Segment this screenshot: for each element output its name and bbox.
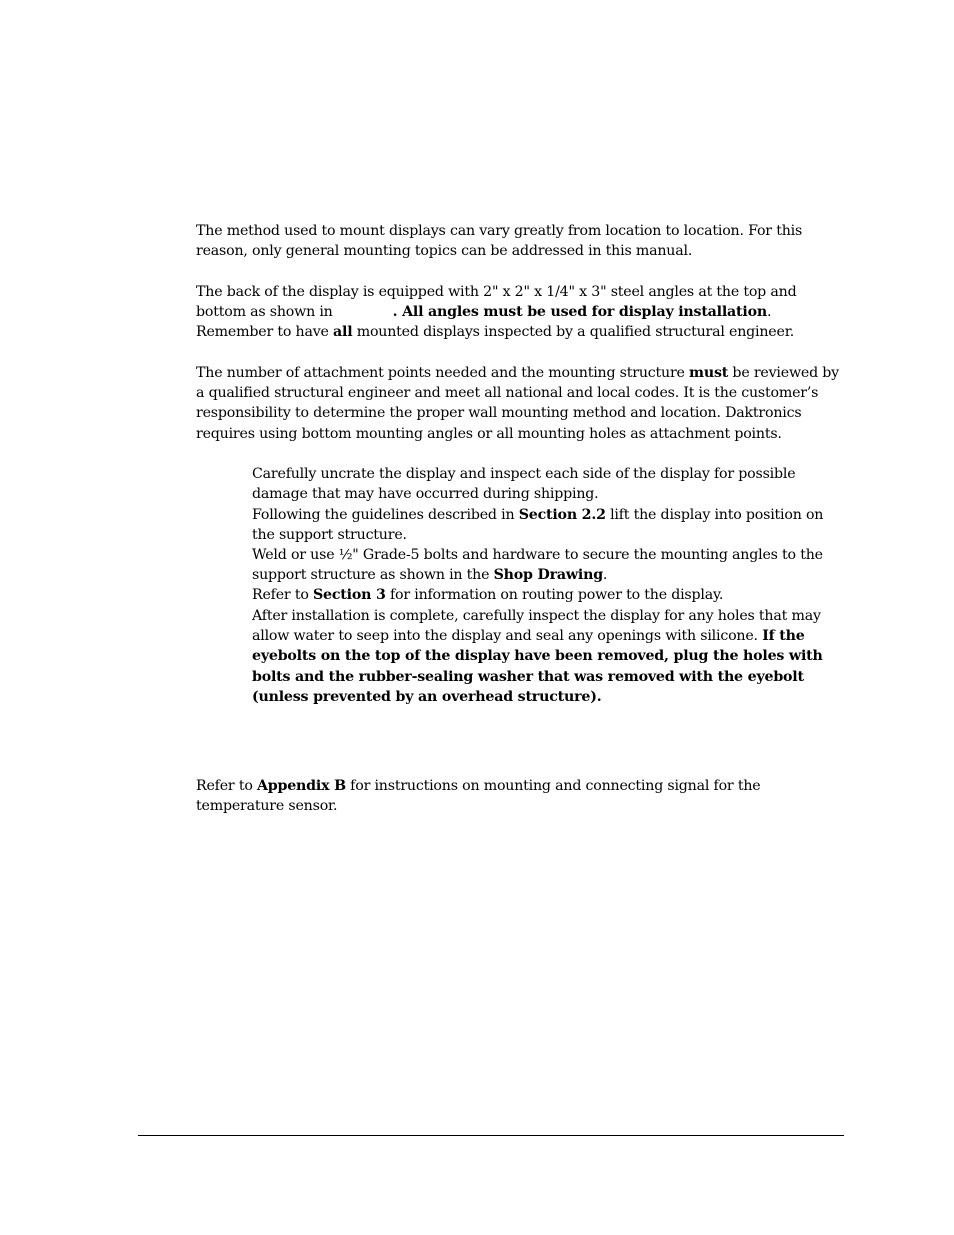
- step-2-text: Following the guidelines described in: [252, 507, 519, 523]
- angles-text: The back of the display is equipped with 2" x 2" x 1/4" x 3" steel angles at the top and bottom as shown in: [196, 284, 797, 321]
- step-4: [252, 585, 842, 605]
- step-2-section-ref: Section 2.2: [518, 507, 606, 523]
- step-5-eyebolt-warning: If the eyebolts on the top of the display have been removed, plug the holes with bolts and the rubber-sealing washer that was removed with the eyebolt (unless prevented by an overhead structure).: [252, 628, 823, 705]
- appendix-b-ref: Appendix B: [256, 778, 346, 794]
- step-2-text-2: lift the display into position on the support structure.: [252, 507, 824, 544]
- attachment-must-emphasis: must: [689, 365, 729, 381]
- step-3-text: Weld or use ½" Grade-5 bolts and hardware to secure the mounting angles to the support structure as shown in the: [252, 547, 823, 584]
- angles-text-2: . Remember to have: [196, 304, 772, 341]
- temperature-text-2: for instructions on mounting and connecting signal for the temperature sensor.: [196, 778, 761, 815]
- footer-divider: [138, 1135, 844, 1136]
- angles-text-3: mounted displays inspected by a qualified structural engineer.: [352, 324, 795, 341]
- step-4-text-2: for information on routing power to the display.: [385, 587, 724, 603]
- angles-all-emphasis: all: [333, 324, 353, 341]
- angles-paragraph: [196, 282, 841, 343]
- attachment-paragraph: [196, 363, 841, 444]
- step-3-shop-drawing-ref: Shop Drawing: [493, 567, 603, 584]
- step-1: [252, 464, 842, 504]
- intro-text: The method used to mount displays can vary greatly from location to location. For this reason, only general mounting topics can be addressed in this manual.: [196, 223, 803, 260]
- step-3-text-2: .: [602, 567, 608, 584]
- step-4-section-ref: Section 3: [312, 587, 386, 603]
- step-5: [252, 606, 842, 707]
- step-2: [252, 505, 842, 545]
- angles-warning: . All angles must be used for display installation: [392, 304, 767, 321]
- temperature-sensor-paragraph: [196, 776, 841, 816]
- intro-paragraph: [196, 221, 841, 261]
- attachment-text: The number of attachment points needed and the mounting structure: [196, 365, 690, 381]
- step-3: [252, 545, 842, 585]
- step-4-text: Refer to: [252, 587, 313, 603]
- step-5-text: After installation is complete, carefully inspect the display for any holes that may allow water to seep into the display and seal any openings with silicone.: [252, 608, 821, 645]
- step-1-text: Carefully uncrate the display and inspect each side of the display for possible damage that may have occurred during shipping.: [252, 466, 796, 503]
- temperature-text: Refer to: [196, 778, 257, 794]
- attachment-text-2: be reviewed by a qualified structural engineer and meet all national and local codes. It is the customer’s responsibility to determine the proper wall mounting method and location. Daktronics requires using bottom mounting angles or all mounting holes as attachment points.: [196, 365, 839, 442]
